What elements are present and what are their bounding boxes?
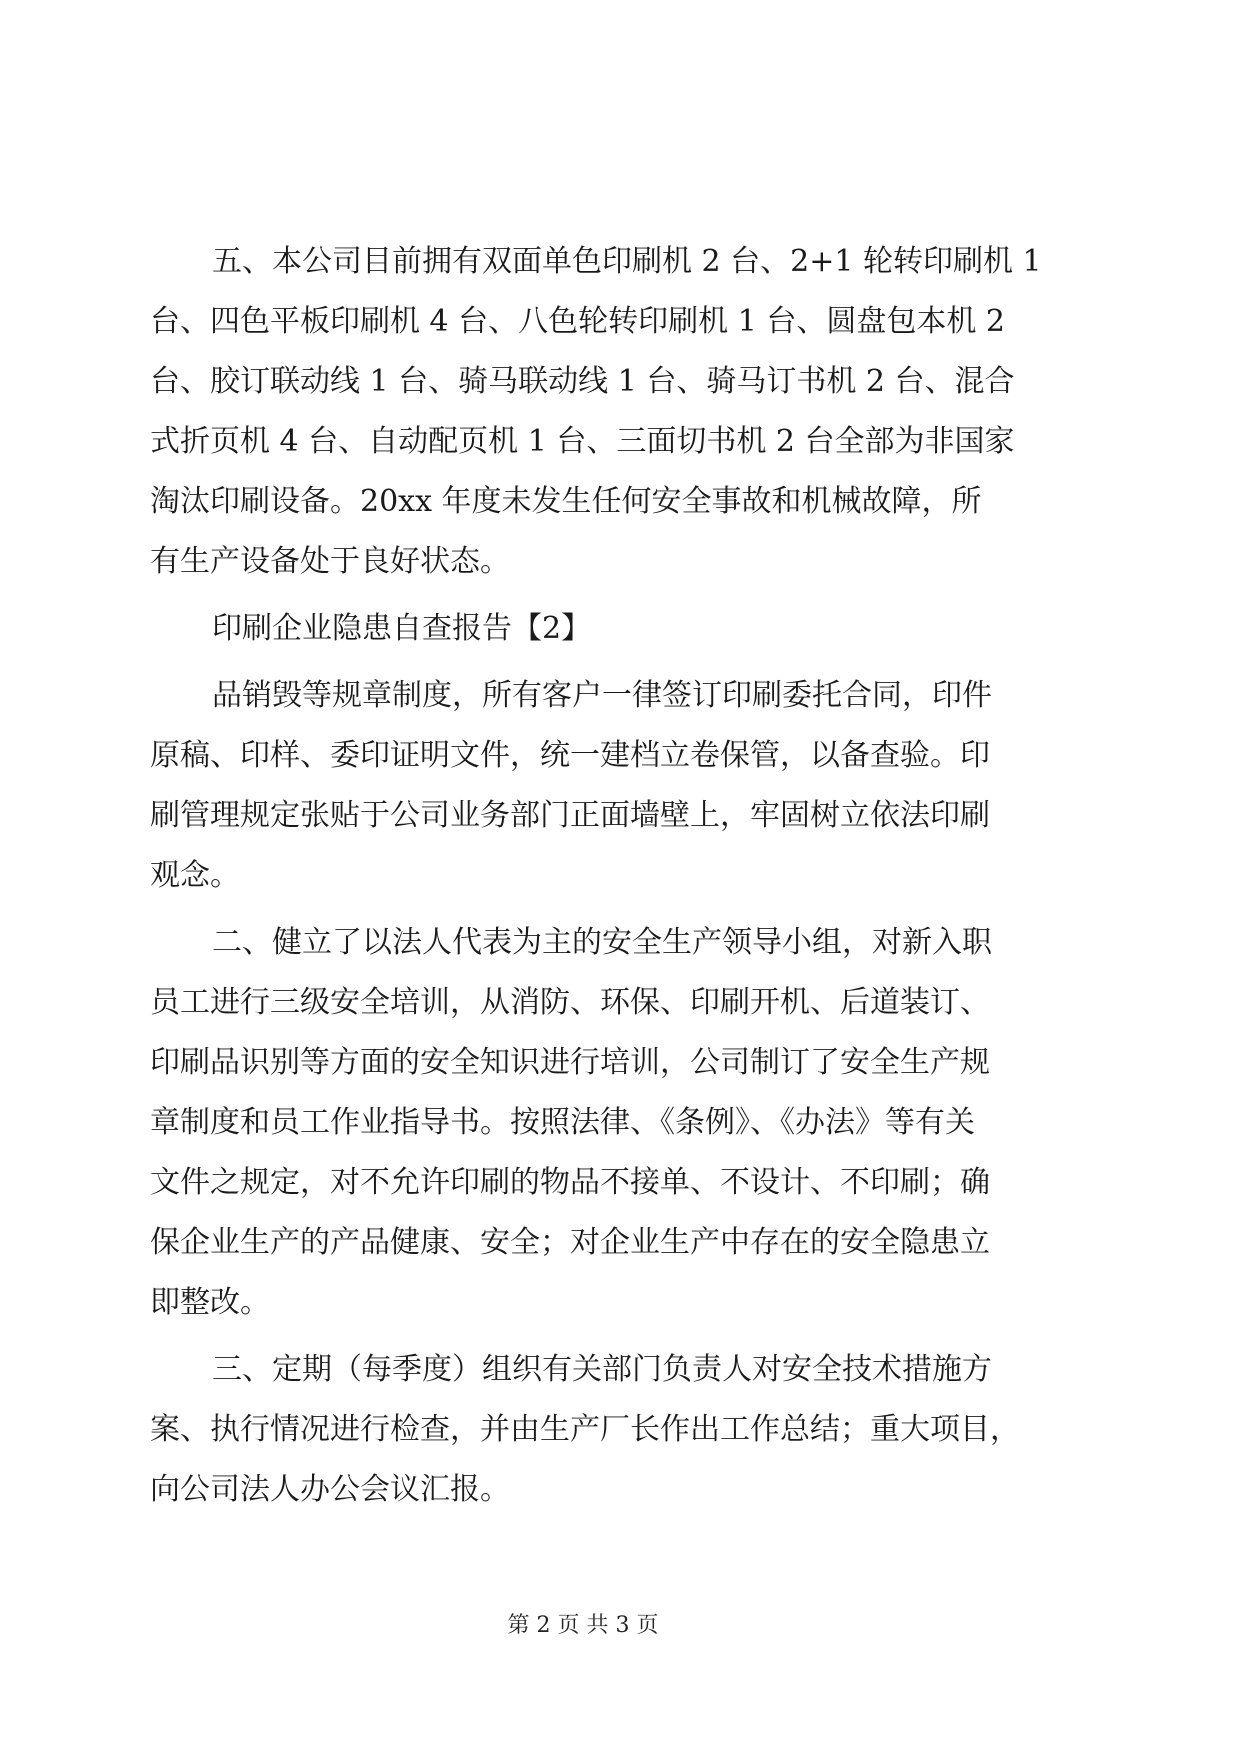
paragraph-line: 即整改。 xyxy=(150,1285,270,1320)
paragraph-inspection xyxy=(150,1340,1020,1520)
paragraph-line: 台、胶订联动线 1 台、骑马联动线 1 台、骑马订书机 2 台、混合 xyxy=(150,364,1015,399)
paragraph-line: 有生产设备处于良好状态。 xyxy=(150,544,510,579)
paragraph-safety-group xyxy=(150,913,992,1333)
paragraph-line: 向公司法人办公会议汇报。 xyxy=(150,1472,510,1507)
paragraph-line: 文件之规定，对不允许印刷的物品不接单、不设计、不印刷；确 xyxy=(150,1165,990,1200)
document-body xyxy=(150,232,1042,1527)
paragraph-line: 原稿、印样、委印证明文件，统一建档立卷保管，以备查验。印 xyxy=(150,738,990,773)
paragraph-equipment xyxy=(150,232,1042,592)
section-heading-text: 印刷企业隐患自查报告【2】 xyxy=(212,611,592,646)
paragraph-line: 五、本公司目前拥有双面单色印刷机 2 台、2+1 轮转印刷机 1 xyxy=(212,244,1042,279)
page-number-footer: 第 2 页 共 3 页 xyxy=(507,1613,659,1638)
paragraph-line: 刷管理规定张贴于公司业务部门正面墙壁上，牢固树立依法印刷 xyxy=(150,798,990,833)
paragraph-line: 品销毁等规章制度，所有客户一律签订印刷委托合同，印件 xyxy=(212,678,992,713)
section-heading xyxy=(150,599,968,659)
paragraph-line: 二、健立了以法人代表为主的安全生产领导小组，对新入职 xyxy=(212,925,992,960)
paragraph-line: 台、四色平板印刷机 4 台、八色轮转印刷机 1 台、圆盘包本机 2 xyxy=(150,304,1005,339)
paragraph-line: 式折页机 4 台、自动配页机 1 台、三面切书机 2 台全部为非国家 xyxy=(150,424,1015,459)
paragraph-regulations xyxy=(150,666,992,906)
paragraph-line: 观念。 xyxy=(150,858,240,893)
paragraph-line: 保企业生产的产品健康、安全；对企业生产中存在的安全隐患立 xyxy=(150,1225,990,1260)
paragraph-line: 案、执行情况进行检查，并由生产厂长作出工作总结；重大项目， xyxy=(150,1412,1020,1447)
paragraph-line: 三、定期（每季度）组织有关部门负责人对安全技术措施方 xyxy=(212,1352,992,1387)
paragraph-line: 印刷品识别等方面的安全知识进行培训，公司制订了安全生产规 xyxy=(150,1045,990,1080)
paragraph-line: 章制度和员工作业指导书。按照法律、《条例》、《办法》等有关 xyxy=(150,1105,975,1140)
paragraph-line: 淘汰印刷设备。20xx 年度未发生任何安全事故和机械故障，所 xyxy=(150,484,982,519)
paragraph-line: 员工进行三级安全培训，从消防、环保、印刷开机、后道装订、 xyxy=(150,985,990,1020)
